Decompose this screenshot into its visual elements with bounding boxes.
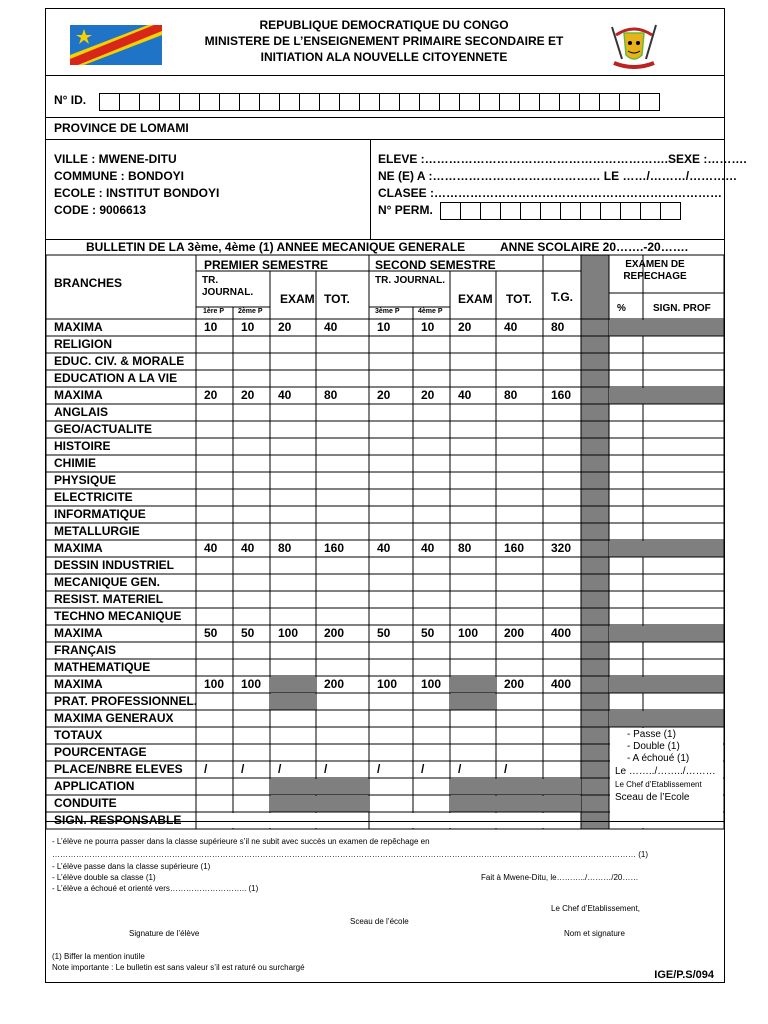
row-label: HISTOIRE: [54, 439, 111, 453]
semester-1-header: PREMIER SEMESTRE: [204, 258, 329, 272]
title-line-2: MINISTERE DE L’ENSEIGNEMENT PRIMAIRE SECONDAIRE ET: [204, 34, 564, 48]
repechage-shade: [610, 320, 724, 336]
perm-label: N° PERM.: [378, 203, 433, 218]
cell-value: 160: [504, 541, 525, 555]
footer-line-5: - L’élève a échoué et orienté vers……………………….. (1): [52, 884, 259, 893]
footer-line-3: - L’élève passe dans la classe supérieure (1): [52, 862, 211, 871]
row-label: TECHNO MECANIQUE: [54, 609, 182, 623]
student-signature-label: Signature de l’élève: [129, 929, 200, 938]
cell-value: /: [324, 762, 328, 776]
conduct-shade: [271, 779, 369, 795]
cell-value: 100: [241, 677, 262, 691]
cell-value: /: [458, 762, 462, 776]
cell-value: 40: [504, 320, 518, 334]
decision-echoue: - A échoué (1): [627, 753, 690, 764]
conduct-shade: [451, 779, 581, 795]
cell-value: 80: [458, 541, 472, 555]
cell-value: 40: [421, 541, 435, 555]
sign-prof-header: SIGN. PROF: [653, 303, 711, 314]
cell-value: 80: [551, 320, 565, 334]
row-label: EDUC. CIV. & MORALE: [54, 354, 185, 368]
row-label: MAXIMA: [54, 320, 103, 334]
row-label: ELECTRICITE: [54, 490, 133, 504]
cell-value: 40: [458, 388, 472, 402]
row-label: PHYSIQUE: [54, 473, 117, 487]
cell-value: 160: [551, 388, 572, 402]
cell-value: 200: [504, 677, 525, 691]
exam-2-header: EXAM: [458, 292, 493, 306]
birth-field[interactable]: NE (E) A :…………………………………… LE ……/………/…………: [378, 169, 738, 183]
row-label: MAXIMA GENERAUX: [54, 711, 174, 725]
row-label: MAXIMA: [54, 677, 103, 691]
cell-value: 40: [241, 541, 255, 555]
semester-2-header: SECOND SEMESTRE: [375, 258, 496, 272]
province-label: PROVINCE DE LOMAMI: [54, 121, 189, 135]
row-label: TOTAUX: [54, 728, 103, 742]
row-label: MAXIMA: [54, 541, 103, 555]
note-2: Note importante : Le bulletin est sans valeur s’il est raturé ou surchargé: [52, 963, 305, 972]
chef-label: Le Chef d’Etablissement,: [551, 904, 640, 913]
cell-value: 200: [324, 626, 345, 640]
row-label: DESSIN INDUSTRIEL: [54, 558, 175, 572]
row-label: ANGLAIS: [54, 405, 108, 419]
repechage-shade: [610, 677, 724, 693]
title-line-3: INITIATION ALA NOUVELLE CITOYENNETE: [260, 50, 508, 64]
repechage-shade: [610, 711, 724, 727]
cell-value: 40: [204, 541, 218, 555]
cell-value: /: [241, 762, 245, 776]
decision-date: Le ……../……../………: [615, 766, 716, 777]
cell-value: 50: [421, 626, 435, 640]
cell-value: 20: [377, 388, 391, 402]
row-label: RELIGION: [54, 337, 113, 351]
decision-double: - Double (1): [627, 741, 680, 752]
row-label: METALLURGIE: [54, 524, 140, 538]
row-label: PLACE/NBRE ELEVES: [54, 762, 183, 776]
footer: [46, 821, 724, 985]
tot-1-header: TOT.: [324, 292, 350, 306]
period-3: 3ème P: [375, 308, 400, 315]
cell-value: 50: [204, 626, 218, 640]
tg-header: T.G.: [551, 290, 574, 304]
cell-value: 80: [278, 541, 292, 555]
repechage-header: EXAMEN DE REPECHAGE: [623, 259, 687, 282]
cell-value: 200: [324, 677, 345, 691]
period-1: 1ère P: [203, 308, 225, 315]
cell-value: 20: [204, 388, 218, 402]
cell-value: 20: [278, 320, 292, 334]
decision-passe: - Passe (1): [627, 729, 676, 740]
repechage-shade: [610, 626, 724, 642]
tot-2-header: TOT.: [506, 292, 532, 306]
percent-header: %: [617, 303, 626, 314]
row-label: CHIMIE: [54, 456, 96, 470]
row-label: FRANÇAIS: [54, 643, 116, 657]
conduct-shade: [271, 796, 369, 812]
row-label: POURCENTAGE: [54, 745, 147, 759]
decision-sceau: Sceau de l’Ecole: [615, 792, 690, 803]
bulletin-title: BULLETIN DE LA 3ème, 4ème (1) ANNEE MECANIQUE GENERALE: [86, 240, 466, 254]
cell-value: 200: [504, 626, 525, 640]
exam-shade: [271, 694, 316, 710]
cell-value: 50: [241, 626, 255, 640]
row-label: APPLICATION: [54, 779, 135, 793]
row-label: SIGN. RESPONSABLE: [54, 813, 182, 827]
tr-journal-2: TR. JOURNAL.: [375, 275, 445, 286]
branches-header: BRANCHES: [54, 276, 123, 290]
sceau-label: Sceau de l’école: [350, 917, 409, 926]
cell-value: 20: [241, 388, 255, 402]
cell-value: /: [504, 762, 508, 776]
cell-value: 400: [551, 677, 572, 691]
cell-value: 10: [204, 320, 218, 334]
eleve-field[interactable]: ELEVE :…………………………………………………….SEXE :……….: [378, 152, 747, 166]
cell-value: 20: [458, 320, 472, 334]
row-label: MAXIMA: [54, 388, 103, 402]
row-label: MAXIMA: [54, 626, 103, 640]
id-label: N° ID.: [54, 93, 87, 107]
cell-value: /: [421, 762, 425, 776]
cell-value: 100: [278, 626, 299, 640]
separator-column: [581, 255, 609, 829]
cell-value: 50: [377, 626, 391, 640]
cell-value: 20: [421, 388, 435, 402]
cell-value: 320: [551, 541, 572, 555]
cell-value: 100: [204, 677, 225, 691]
conduct-shade: [451, 796, 581, 812]
cell-value: 100: [458, 626, 479, 640]
school-year: ANNE SCOLAIRE 20…….-20…….: [500, 240, 689, 254]
commune-field: COMMUNE : BONDOYI: [54, 169, 184, 183]
exam-1-header: EXAM: [280, 292, 315, 306]
note-1: (1) Biffer la mention inutile: [52, 952, 145, 961]
repechage-shade: [610, 388, 724, 404]
footer-line-1: - L’élève ne pourra passer dans la classe supérieure s’il ne subit avec succès un examen de repêchage en: [52, 837, 430, 846]
row-label: PRAT. PROFESSIONNEL.: [54, 694, 198, 708]
name-signature-label: Nom et signature: [564, 929, 625, 938]
row-label: RESIST. MATERIEL: [54, 592, 164, 606]
ecole-field: ECOLE : INSTITUT BONDOYI: [54, 186, 220, 200]
ville-field: VILLE : MWENE-DITU: [54, 152, 177, 166]
title-line-1: REPUBLIQUE DEMOCRATIQUE DU CONGO: [259, 18, 509, 32]
cell-value: 100: [377, 677, 398, 691]
cell-value: /: [377, 762, 381, 776]
cell-value: 40: [377, 541, 391, 555]
row-label: MATHEMATIQUE: [54, 660, 151, 674]
footer-line-4: - L’élève double sa classe (1): [52, 873, 156, 882]
cell-value: /: [204, 762, 208, 776]
cell-value: 10: [241, 320, 255, 334]
exam-shade: [271, 677, 316, 693]
row-label: INFORMATIQUE: [54, 507, 146, 521]
row-label: GEO/ACTUALITE: [54, 422, 152, 436]
form-code: IGE/P.S/094: [654, 969, 714, 981]
tr-journal-1: TR. JOURNAL.: [202, 275, 254, 298]
fait-a[interactable]: Fait à Mwene-Ditu, le………../………/20……: [481, 873, 639, 882]
cell-value: 80: [504, 388, 518, 402]
cell-value: 40: [278, 388, 292, 402]
row-label: EDUCATION A LA VIE: [54, 371, 178, 385]
footer-line-2: ………………………………………………………………………………………………………………………………………………………………………………………………… (1): [52, 850, 648, 859]
period-2: 2ème P: [238, 308, 263, 315]
cell-value: 400: [551, 626, 572, 640]
cell-value: 10: [421, 320, 435, 334]
cell-value: 80: [324, 388, 338, 402]
repechage-shade: [610, 541, 724, 557]
cell-value: 40: [324, 320, 338, 334]
exam-shade: [451, 677, 496, 693]
row-label: CONDUITE: [54, 796, 117, 810]
row-label: MECANIQUE GEN.: [54, 575, 161, 589]
cell-value: 10: [377, 320, 391, 334]
report-card-page: [45, 8, 747, 983]
cell-value: 100: [421, 677, 442, 691]
classe-field[interactable]: CLASEE :………………………………………………………………: [378, 186, 723, 200]
period-4: 4ème P: [418, 308, 443, 315]
cell-value: 160: [324, 541, 345, 555]
code-field: CODE : 9006613: [54, 203, 147, 217]
cell-value: /: [278, 762, 282, 776]
exam-shade: [451, 694, 496, 710]
decision-chef: Le Chef d’Etablissement: [615, 780, 702, 789]
